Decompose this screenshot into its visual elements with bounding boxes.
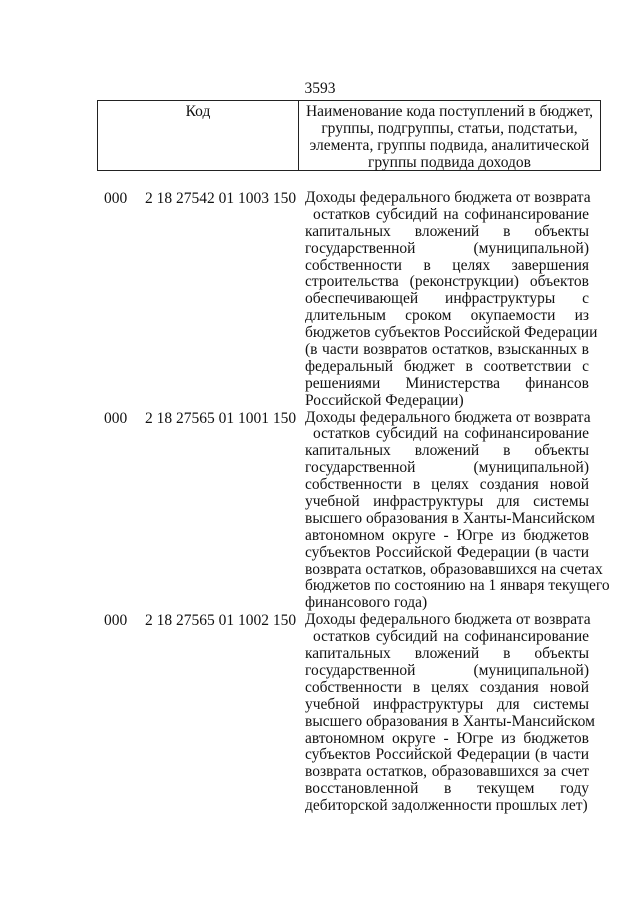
income-description: [305, 189, 598, 410]
description-line: государственной (муниципальной): [305, 239, 589, 257]
description-line: автономном округе - Югре из бюджетов: [305, 729, 589, 747]
description-line: бюджетов субъектов Российской Федерации: [305, 324, 598, 342]
income-description: [305, 611, 595, 815]
table-row: [104, 611, 595, 815]
description-line: дебиторской задолженности прошлых лет): [305, 797, 588, 815]
description-line: Доходы федерального бюджета от возврата: [305, 189, 591, 206]
admin-code: 000: [104, 190, 128, 207]
header-name-line: группы, подгруппы, статьи, подстатьи,: [321, 120, 578, 137]
description-line: субъектов Российской Федерации (в части: [305, 543, 589, 561]
description-line: остатков субсидий на софинансирование: [313, 205, 589, 223]
income-code-list: [104, 189, 610, 815]
description-line: Доходы федерального бюджета от возврата: [305, 408, 591, 426]
description-line: решениями Министерства финансов: [305, 374, 589, 392]
description-line: остатков субсидий на софинансирование: [313, 425, 589, 443]
description-line: обеспечивающей инфраструктуры с: [305, 290, 589, 308]
description-line: (в части возвратов остатков, взысканных в: [305, 341, 589, 359]
income-code: 2 18 27542 01 1003 150: [145, 190, 297, 207]
income-description: [305, 408, 610, 613]
description-line: учебной инфраструктуры для системы: [305, 493, 589, 511]
admin-code: 000: [104, 612, 128, 630]
header-name-line: элемента, группы подвида, аналитической: [309, 137, 590, 154]
income-code: 2 18 27565 01 1002 150: [145, 612, 297, 630]
table-header: [97, 100, 601, 171]
description-line: собственности в целях создания новой: [305, 678, 589, 696]
description-line: возврата остатков, образовавшихся на счетах: [305, 560, 603, 578]
description-line: собственности в целях завершения: [305, 256, 589, 274]
table-row: [104, 408, 610, 613]
admin-code: 000: [104, 409, 128, 427]
description-line: государственной (муниципальной): [305, 661, 589, 679]
description-line: остатков субсидий на софинансирование: [313, 628, 589, 646]
description-line: Российской Федерации): [305, 391, 464, 409]
page-number: 3593: [304, 80, 336, 97]
description-line: капитальных вложений в объекты: [305, 645, 589, 663]
description-line: возврата остатков, образовавшихся за счет: [305, 763, 589, 781]
description-line: высшего образования в Ханты-Мансийском: [305, 509, 595, 527]
description-line: капитальных вложений в объекты: [305, 222, 589, 240]
description-line: субъектов Российской Федерации (в части: [305, 746, 589, 764]
description-line: собственности в целях создания новой: [305, 476, 589, 494]
description-line: капитальных вложений в объекты: [305, 442, 589, 460]
income-code: 2 18 27565 01 1001 150: [145, 409, 297, 427]
description-line: государственной (муниципальной): [305, 459, 589, 477]
description-line: автономном округе - Югре из бюджетов: [305, 526, 589, 544]
description-line: учебной инфраструктуры для системы: [305, 695, 589, 713]
description-line: высшего образования в Ханты-Мансийском: [305, 712, 595, 730]
table-row: [104, 189, 598, 410]
description-line: федеральный бюджет в соответствии с: [305, 357, 589, 375]
description-line: бюджетов по состоянию на 1 января текущего: [305, 577, 610, 595]
header-name-line: Наименование кода поступлений в бюджет,: [305, 103, 594, 120]
description-line: Доходы федерального бюджета от возврата: [305, 611, 591, 629]
header-name-label: [299, 101, 600, 170]
header-name-line: группы подвида доходов: [368, 154, 531, 171]
description-line: финансового года): [305, 594, 428, 612]
description-line: длительным сроком окупаемости из: [305, 307, 589, 325]
description-line: строительства (реконструкции) объектов: [305, 273, 589, 291]
description-line: восстановленной в текущем году: [305, 780, 589, 798]
header-code-label: Код: [98, 101, 299, 170]
